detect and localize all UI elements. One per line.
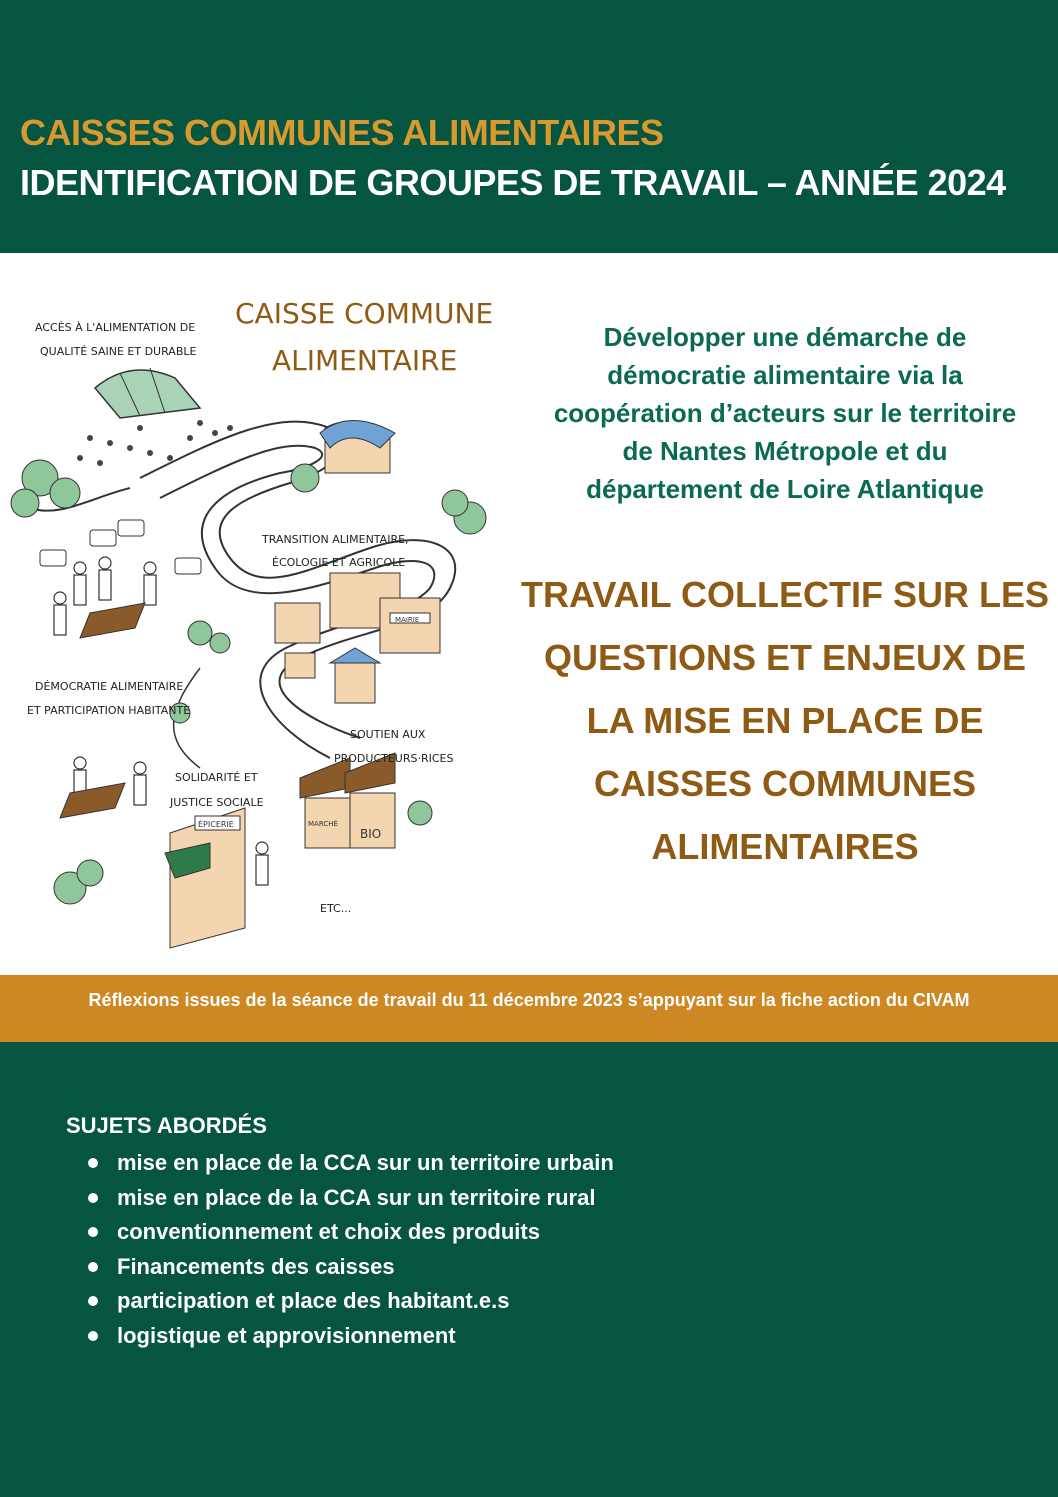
bullet-icon	[88, 1227, 98, 1237]
collective-line: TRAVAIL COLLECTIF SUR LES	[521, 574, 1049, 615]
illustration	[0, 268, 500, 958]
list-item: logistique et approvisionnement	[88, 1319, 614, 1354]
label-soutien-1: SOUTIEN AUX	[350, 728, 426, 741]
intro-line: de Nantes Métropole et du	[622, 436, 948, 466]
collective-line: QUESTIONS ET ENJEUX DE	[543, 637, 1027, 678]
title-main: CAISSES COMMUNES ALIMENTAIRES	[20, 112, 664, 153]
bullet-icon	[88, 1296, 98, 1306]
intro-line: démocratie alimentaire via la	[607, 360, 963, 390]
illus-title-1: CAISSE COMMUNE	[235, 297, 494, 330]
subjects-title: SUJETS ABORDÉS	[66, 1113, 267, 1138]
bio-sign: BIO	[360, 827, 382, 841]
label-transition-1: TRANSITION ALIMENTAIRE,	[262, 533, 409, 546]
subjects-list	[88, 1146, 614, 1354]
collective-heading	[520, 563, 1050, 878]
label-democratie-1: DÉMOCRATIE ALIMENTAIRE	[35, 680, 184, 693]
label-etc: ETC...	[320, 902, 352, 915]
intro-line: coopération d’acteurs sur le territoire	[553, 398, 1017, 428]
title-subtitle: IDENTIFICATION DE GROUPES DE TRAVAIL – ANNÉE 2024	[20, 162, 1006, 203]
label-acces-2: QUALITÉ SAINE ET DURABLE	[40, 345, 197, 358]
list-item: Financements des caisses	[88, 1250, 614, 1285]
label-solidarite-1: SOLIDARITÉ ET	[175, 771, 258, 784]
intro-text	[520, 318, 1050, 508]
list-item: mise en place de la CCA sur un territoire rural	[88, 1181, 614, 1216]
intro-line: département de Loire Atlantique	[586, 474, 984, 504]
label-democratie-2: ET PARTICIPATION HABITANTE	[27, 704, 191, 717]
epicerie-sign: ÉPICERIE	[198, 820, 234, 829]
bullet-icon	[88, 1262, 98, 1272]
list-item: mise en place de la CCA sur un territoire urbain	[88, 1146, 614, 1181]
bullet-icon	[88, 1158, 98, 1168]
bullet-icon	[88, 1331, 98, 1341]
label-solidarite-2: JUSTICE SOCIALE	[170, 796, 264, 809]
label-soutien-2: PRODUCTEURS·RICES	[334, 752, 454, 765]
marche-sign: MARCHÉ	[308, 820, 338, 828]
list-item: participation et place des habitant.e.s	[88, 1284, 614, 1319]
mairie-sign: MAIRIE	[395, 616, 420, 624]
label-transition-2: ÉCOLOGIE ET AGRICOLE	[272, 556, 406, 569]
collective-line: CAISSES COMMUNES	[593, 763, 977, 804]
collective-line: ALIMENTAIRES	[651, 826, 919, 867]
intro-line: Développer une démarche de	[603, 322, 967, 352]
collective-line: LA MISE EN PLACE DE	[586, 700, 984, 741]
illus-title-2: ALIMENTAIRE	[272, 344, 458, 377]
label-acces-1: ACCÈS À L'ALIMENTATION DE	[35, 321, 196, 334]
list-item: conventionnement et choix des produits	[88, 1215, 614, 1250]
bullet-icon	[88, 1193, 98, 1203]
info-band-text: Réflexions issues de la séance de travail du 11 décembre 2023 s’appuyant sur la fiche action du CIVAM	[88, 990, 970, 1010]
